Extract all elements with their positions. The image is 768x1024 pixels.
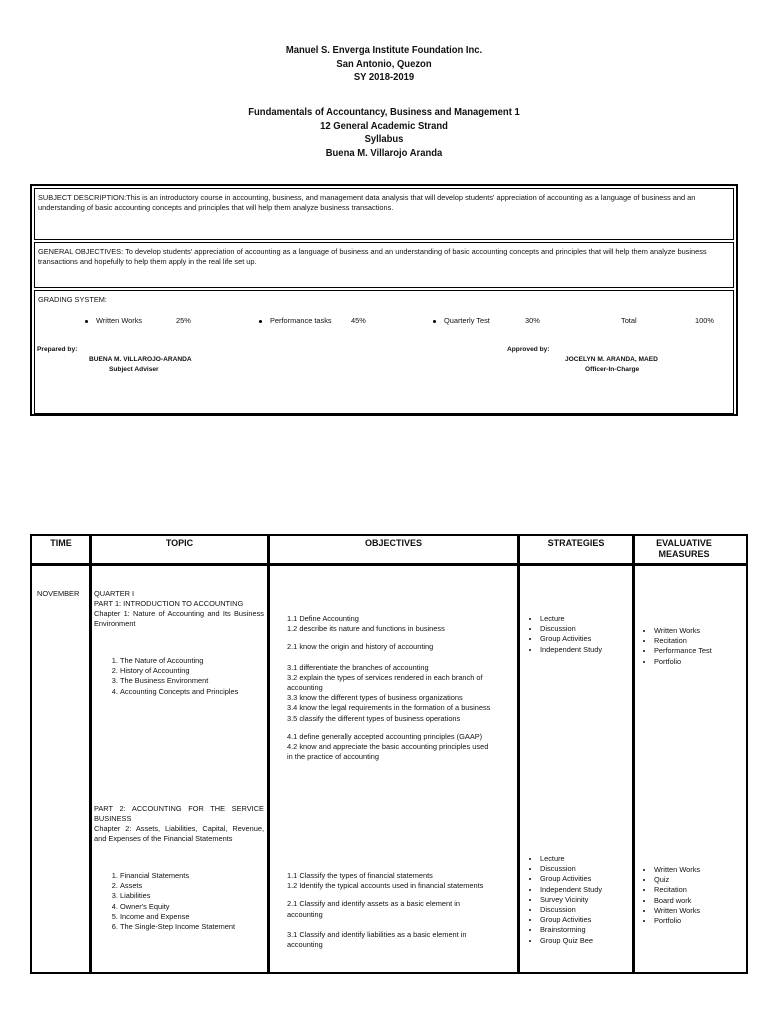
objective-group bbox=[287, 614, 490, 634]
course-header bbox=[38, 106, 729, 160]
list-item: • Group Quiz Bee bbox=[540, 936, 602, 946]
prepared-by-role: Subject Adviser bbox=[109, 366, 159, 373]
list-item: • Discussion bbox=[540, 905, 602, 915]
part2-objectives bbox=[287, 871, 483, 958]
subject-description-label: SUBJECT DESCRIPTION: bbox=[38, 193, 127, 202]
general-objectives bbox=[34, 242, 734, 288]
list-item: 6. The Single-Step Income Statement bbox=[120, 922, 264, 932]
part1-chapter: Chapter 1: Nature of Accounting and Its Business Environment bbox=[94, 609, 264, 629]
list-item: 1. Financial Statements bbox=[120, 871, 264, 881]
objective-line: in the practice of accounting bbox=[287, 752, 380, 762]
strand: 12 General Academic Strand bbox=[320, 119, 448, 132]
quarter-label: QUARTER I bbox=[94, 589, 135, 598]
part1-evaluative-measures bbox=[636, 626, 712, 667]
objective-line: accounting bbox=[287, 683, 323, 693]
school-year: SY 2018-2019 bbox=[353, 71, 415, 83]
grade-item-pct: 45% bbox=[351, 316, 366, 325]
grade-item-pct: 25% bbox=[176, 316, 191, 325]
part1-objectives bbox=[287, 614, 490, 770]
objective-line: 2.1 know the origin and history of accounting bbox=[287, 642, 434, 652]
grade-item-pct: 30% bbox=[525, 316, 540, 325]
part2-topic-list bbox=[94, 871, 264, 932]
objective-line: 1.1 Define Accounting bbox=[287, 614, 359, 623]
grade-item-name: Written Works bbox=[96, 316, 143, 325]
header-divider bbox=[32, 563, 746, 566]
prepared-by-label: Prepared by: bbox=[37, 346, 78, 353]
list-item: • Recitation bbox=[654, 636, 712, 646]
column-divider bbox=[517, 536, 520, 972]
column-divider bbox=[89, 536, 92, 972]
objective-line: 3.2 explain the types of services rendered in each branch of bbox=[287, 672, 483, 682]
syllabus-table bbox=[30, 534, 748, 974]
prepared-by-name: BUENA M. VILLAROJO-ARANDA bbox=[89, 356, 192, 363]
objective-line: 1.2 describe its nature and functions in business bbox=[287, 624, 445, 634]
list-item: • Lecture bbox=[540, 854, 602, 864]
list-item: • Brainstorming bbox=[540, 925, 602, 935]
objective-line: 3.1 Classify and identify liabilities as a basic element in bbox=[287, 929, 467, 939]
list-item: 3. Liabilities bbox=[120, 891, 264, 901]
objective-line: 2.1 Classify and identify assets as a basic element in bbox=[287, 899, 460, 909]
part2-strategies bbox=[522, 854, 602, 946]
list-item: • Portfolio bbox=[654, 657, 712, 667]
grade-item-name: Performance tasks bbox=[270, 316, 332, 325]
document-header bbox=[38, 44, 729, 85]
objective-group bbox=[287, 930, 483, 950]
subject-description bbox=[34, 188, 734, 240]
institution-location: San Antonio, Quezon bbox=[336, 57, 432, 70]
institution-name: Manuel S. Enverga Institute Foundation Inc. bbox=[285, 44, 483, 56]
time-cell: NOVEMBER bbox=[37, 589, 80, 598]
grade-item-performance-tasks bbox=[259, 316, 332, 326]
objective-group bbox=[287, 663, 490, 724]
bullet-icon bbox=[259, 320, 262, 323]
grading-system bbox=[34, 290, 734, 414]
list-item: • Quiz bbox=[654, 875, 700, 885]
list-item: • Survey Vicinity bbox=[540, 895, 602, 905]
list-item: • Independent Study bbox=[540, 885, 602, 895]
list-item: • Group Activities bbox=[540, 634, 602, 644]
list-item: • Written Works bbox=[654, 865, 700, 875]
part1-strategies bbox=[522, 614, 602, 655]
header-time: TIME bbox=[50, 538, 72, 548]
part1-topic-list bbox=[94, 656, 264, 697]
part1-title: PART 1: INTRODUCTION TO ACCOUNTING bbox=[94, 599, 244, 608]
list-item: 1. The Nature of Accounting bbox=[120, 656, 264, 666]
objective-group bbox=[287, 642, 490, 652]
list-item: 4. Accounting Concepts and Principles bbox=[120, 687, 264, 697]
grade-item-quarterly-test bbox=[433, 316, 490, 326]
course-info-box bbox=[30, 184, 738, 416]
bullet-icon bbox=[85, 320, 88, 323]
column-divider bbox=[632, 536, 635, 972]
list-item: • Discussion bbox=[540, 864, 602, 874]
list-item: • Written Works bbox=[654, 906, 700, 916]
approved-by-role: Officer-In-Charge bbox=[585, 366, 640, 373]
header-strategies: STRATEGIES bbox=[547, 538, 605, 548]
document-type: Syllabus bbox=[364, 133, 404, 145]
grading-system-label: GRADING SYSTEM: bbox=[38, 295, 107, 304]
bullet-icon bbox=[433, 320, 436, 323]
general-objectives-text: To develop students' appreciation of accounting as a language of business and an understanding of basic accounting concepts and principles that will help them analyze business transactions and hopefully to help them apply in the real life set up. bbox=[38, 247, 707, 266]
list-item: • Group Activities bbox=[540, 874, 602, 884]
list-item: • Portfolio bbox=[654, 916, 700, 926]
header-evaluative-measures: EVALUATIVE MEASURES bbox=[656, 538, 712, 559]
list-item: • Discussion bbox=[540, 624, 602, 634]
objective-line: 1.1 Classify the types of financial statements bbox=[287, 871, 433, 880]
objective-line: 4.2 know and appreciate the basic accounting principles used bbox=[287, 742, 489, 752]
list-item: • Lecture bbox=[540, 614, 602, 624]
grade-item-name: Quarterly Test bbox=[444, 316, 490, 325]
list-item: • Performance Test bbox=[654, 646, 712, 656]
list-item: 3. The Business Environment bbox=[120, 676, 264, 686]
subject-description-text: This is an introductory course in accounting, business, and management data analysis that will develop students' appreciation of accounting as a language of business and an understanding of basic accounting concepts and principles that will help them analyze business transactions. bbox=[38, 193, 696, 212]
objective-line: 3.4 know the legal requirements in the formation of a business bbox=[287, 703, 491, 713]
list-item: • Written Works bbox=[654, 626, 712, 636]
objective-line: accounting bbox=[287, 940, 323, 950]
column-divider bbox=[267, 536, 270, 972]
total-pct: 100% bbox=[695, 316, 714, 325]
objective-line: 3.3 know the different types of business organizations bbox=[287, 693, 463, 703]
objective-group bbox=[287, 732, 490, 763]
list-item: • Group Activities bbox=[540, 915, 602, 925]
part2-chapter: Chapter 2: Assets, Liabilities, Capital, Revenue, and Expenses of the Financial Statements bbox=[94, 824, 264, 844]
list-item: 2. Assets bbox=[120, 881, 264, 891]
header-objectives: OBJECTIVES bbox=[364, 538, 422, 548]
header-topic: TOPIC bbox=[165, 538, 194, 548]
objective-group bbox=[287, 871, 483, 891]
list-item: • Independent Study bbox=[540, 645, 602, 655]
list-item: 4. Owner's Equity bbox=[120, 902, 264, 912]
general-objectives-label: GENERAL OBJECTIVES: bbox=[38, 247, 124, 256]
total-label: Total bbox=[621, 316, 637, 325]
approved-by-label: Approved by: bbox=[507, 346, 550, 353]
objective-line: 4.1 define generally accepted accounting principles (GAAP) bbox=[287, 731, 483, 741]
teacher-name: Buena M. Villarojo Aranda bbox=[325, 146, 443, 159]
objective-line: 3.1 differentiate the branches of accounting bbox=[287, 662, 429, 672]
course-title: Fundamentals of Accountancy, Business and Management 1 bbox=[248, 106, 520, 118]
part2-title: PART 2: ACCOUNTING FOR THE SERVICE BUSINESS bbox=[94, 804, 264, 824]
objective-line: 3.5 classify the different types of business operations bbox=[287, 713, 461, 723]
objective-group bbox=[287, 899, 483, 919]
list-item: 2. History of Accounting bbox=[120, 666, 264, 676]
list-item: 5. Income and Expense bbox=[120, 912, 264, 922]
objective-line: 1.2 Identify the typical accounts used in financial statements bbox=[287, 881, 484, 891]
part2-evaluative-measures bbox=[636, 865, 700, 926]
list-item: • Board work bbox=[654, 896, 700, 906]
approved-by-name: JOCELYN M. ARANDA, MAED bbox=[565, 356, 658, 363]
grade-item-written-works bbox=[85, 316, 142, 326]
list-item: • Recitation bbox=[654, 885, 700, 895]
objective-line: accounting bbox=[287, 909, 323, 919]
